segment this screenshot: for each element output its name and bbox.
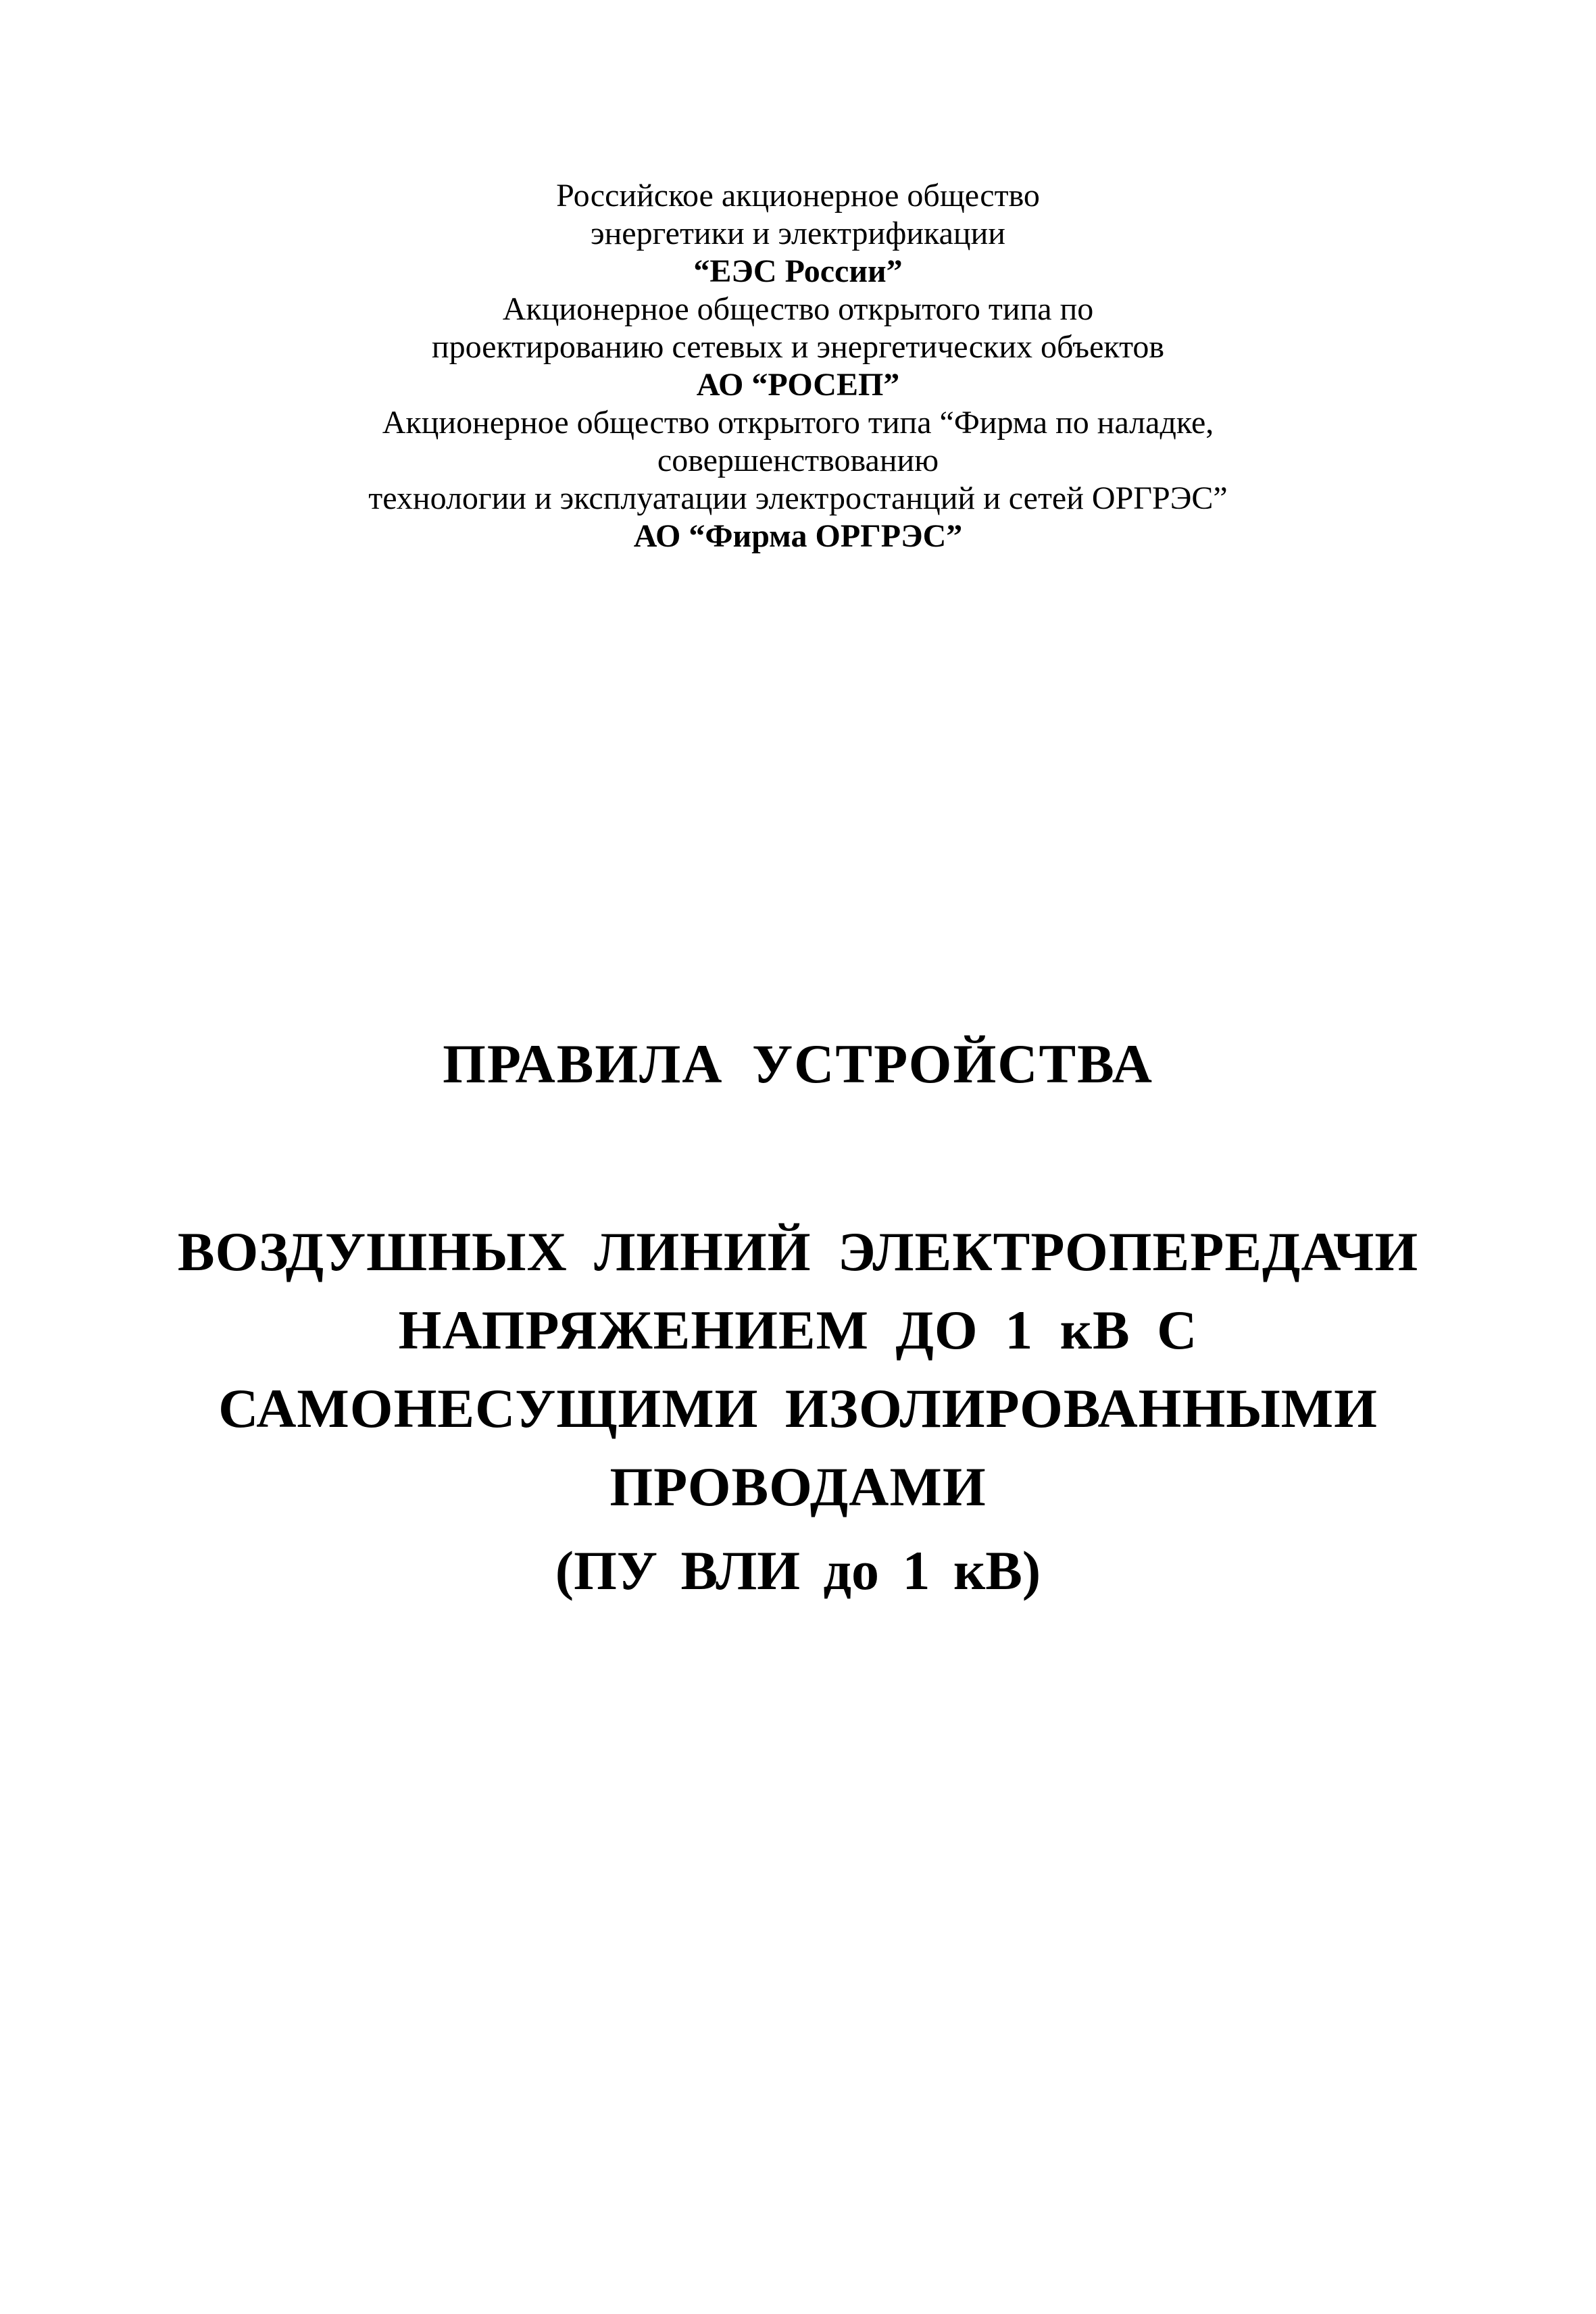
document-abbreviation: (ПУ ВЛИ до 1 кВ) (555, 1540, 1041, 1601)
header-line-9: технологии и эксплуатации электростанций и сетей ОРГРЭС” (368, 480, 1228, 516)
header-line-10: АО “Фирма ОРГРЭС” (633, 518, 963, 554)
subtitle-line-2: НАПРЯЖЕНИЕМ ДО 1 кВ С (398, 1299, 1198, 1361)
header-line-2: энергетики и электрификации (591, 216, 1005, 251)
document-subtitle (0, 1213, 1596, 1526)
subtitle-line-4: ПРОВОДАМИ (609, 1456, 987, 1517)
header-line-3: “ЕЭС России” (693, 253, 903, 289)
subtitle-line-3: САМОНЕСУЩИМИ ИЗОЛИРОВАННЫМИ (218, 1378, 1378, 1439)
header-line-1: Российское акционерное общество (556, 178, 1040, 213)
header-line-6: АО “РОСЕП” (696, 367, 900, 403)
header-line-4: Акционерное общество открытого типа по (502, 291, 1094, 327)
header-line-7: Акционерное общество открытого типа “Фирма по наладке, (382, 405, 1214, 441)
header-line-8: совершенствованию (657, 443, 939, 478)
document-title: ПРАВИЛА УСТРОЙСТВА (443, 1033, 1153, 1095)
header-line-5: проектированию сетевых и энергетических объектов (431, 329, 1165, 365)
organizations-header (0, 177, 1596, 555)
subtitle-line-1: ВОЗДУШНЫХ ЛИНИЙ ЭЛЕКТРОПЕРЕДАЧИ (177, 1221, 1419, 1282)
